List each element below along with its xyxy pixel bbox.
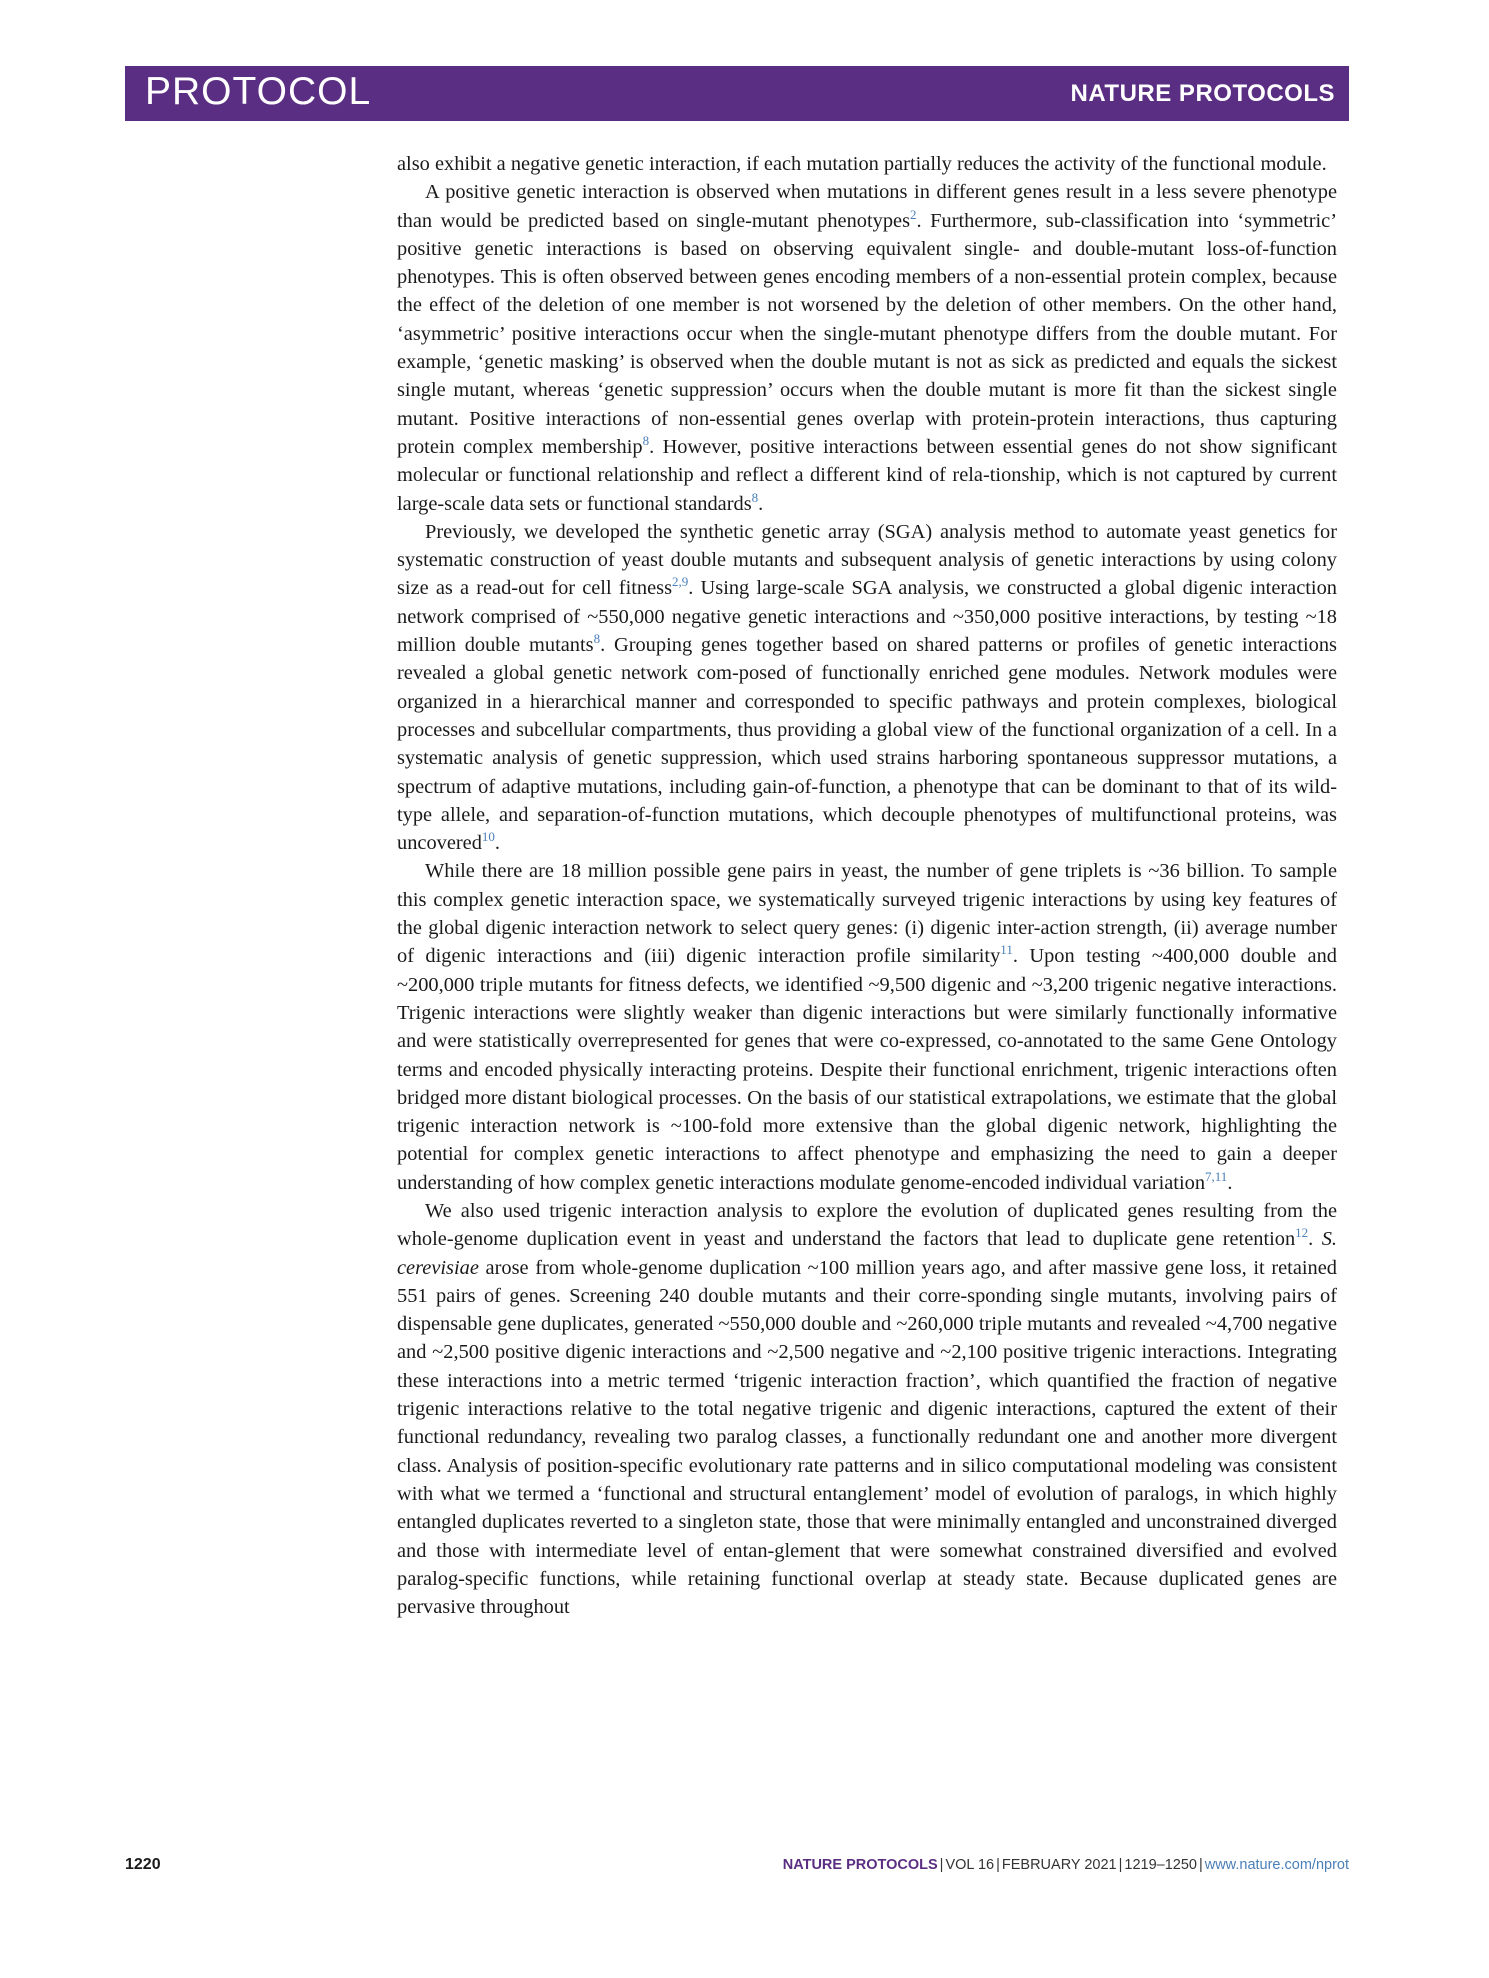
reference-link[interactable]: 8 [751,489,759,505]
text-segment: We also used trigenic interaction analysis to explore the evolution of duplicated genes resulting from the whole-genome duplication event in yeast and understand the factors that lead to duplicate gene retention [397,1199,1337,1251]
paragraph [397,518,1337,858]
text-segment: A positive genetic interaction is observed when mutations in different genes result in a less severe phenotype than would be predicted based on single-mutant phenotypes [397,181,1337,232]
footer-volume: VOL 16 [945,1857,995,1873]
text-segment: arose from whole-genome duplication ~100 million years ago, and after massive gene loss, it retained 551 pairs of genes. Screening 240 double mutants and their corre-sponding single mutants, involving pairs of dispensable gene duplicates, generated ~550,000 double and ~260,000 triple mutants and revealed ~4,700 negative and ~2,500 positive digenic interactions and ~2,500 negative and ~2,100 positive trigenic interactions. Integrating these interactions into a metric termed ‘trigenic interaction fraction’, which quantified the fraction of negative trigenic interactions relative to the total negative trigenic and digenic interactions, captured the extent of their functional redundancy, revealing two paralog classes, a functionally redundant one and another more divergent class. Analysis of position-specific evolutionary rate patterns and in silico computational modeling was consistent with what we termed a ‘functional and structural entanglement’ model of evolution of paralogs, in which highly entangled duplicates reverted to a singleton state, those that were minimally entangled and unconstrained diverged and those with intermediate level of entan-glement that were somewhat constrained diversified and evolved paralog-specific functions, while retaining functional overlap at steady state. Because duplicated genes are pervasive throughout [397,1256,1337,1619]
reference-link[interactable]: 10 [481,829,495,845]
text-segment: . [1308,1228,1322,1251]
text-segment: While there are 18 million possible gene pairs in yeast, the number of gene triplets is ~36 billion. To sample this complex genetic interaction space, we systematically surveyed trigenic interactions by using key features of the global digenic interaction network to select query genes: (i) digenic inter-action strength, (ii) average number of digenic interactions and (iii) digenic interaction profile similarity [397,860,1337,968]
paragraph [397,150,1337,178]
header-bar [125,66,1349,121]
text-segment: also exhibit a negative genetic interaction, if each mutation partially reduces the activity of the functional module. [397,153,1327,175]
text-segment: . However, positive interactions between essential genes do not show significant molecular or functional relationship and reflect a different kind of rela-tionship, which is not captured by current large-scale data sets or functional standards [397,435,1338,515]
text-segment: Previously, we developed the synthetic genetic array (SGA) analysis method to automate yeast genetics for systematic construction of yeast double mutants and subsequent analysis of genetic interactions by using colony size as a read-out for cell fitness [397,520,1337,600]
footer-url-link[interactable]: www.nature.com/nprot [1204,1857,1349,1873]
page-number: 1220 [125,1856,161,1873]
footer-pages: 1219–1250 [1124,1857,1197,1873]
article-body [397,150,1337,1621]
section-label: PROTOCOL [145,70,372,113]
italic-text: S. cerevisiae [397,1228,1337,1279]
reference-link[interactable]: 2 [910,206,917,222]
reference-link[interactable]: 8 [642,433,650,449]
reference-link[interactable]: 7,11 [1205,1168,1228,1184]
footer-date: FEBRUARY 2021 [1001,1857,1117,1873]
text-segment: . Grouping genes together based on shared patterns or profiles of genetic interactions revealed a global genetic network com-posed of functionally enriched gene modules. Network modules were organized in a hierarchical manner and corresponded to specific pathways and protein complexes, biological processes and subcellular compartments, thus providing a global view of the functional organization of a cell. In a systematic analysis of genetic suppression, which used strains harboring spontaneous suppressor mutations, a spectrum of adaptive mutations, including gain-of-function, a phenotype that can be dominant to that of its wild-type allele, and separation-of-function mutations, which decouple phenotypes of multifunctional proteins, was uncovered [397,634,1337,855]
reference-link[interactable]: 12 [1295,1225,1309,1241]
paragraph [397,1197,1337,1621]
journal-label: NATURE PROTOCOLS [1070,80,1335,107]
text-segment: . [494,832,501,855]
footer-journal-name: NATURE PROTOCOLS [782,1857,938,1873]
paragraph [397,857,1337,1197]
text-segment: . Furthermore, sub-classification into ‘symmetric’ positive genetic interactions is based on observing equivalent single- and double-mutant loss-of-function phenotypes. This is often observed between genes encoding members of a non-essential protein complex, because the effect of the deletion of one member is not worsened by the deletion of other members. On the other hand, ‘asymmetric’ positive interactions occur when the single-mutant phenotype differs from the double mutant. For example, ‘genetic masking’ is observed when the double mutant is not as sick as predicted and equals the sickest single mutant, whereas ‘genetic suppression’ occurs when the double mutant is more fit than the sickest single mutant. Positive interactions of non-essential genes overlap with protein-protein interactions, thus capturing protein complex membership [397,209,1337,458]
text-segment: . Upon testing ~400,000 double and ~200,000 triple mutants for fitness defects, we identified ~9,500 digenic and ~3,200 trigenic negative interactions. Trigenic interactions were slightly weaker than digenic interactions but were similarly functionally informative and were statistically overrepresented for genes that were co-expressed, co-annotated to the same Gene Ontology terms and encoded physically interacting proteins. Despite their functional enrichment, trigenic interactions often bridged more distant biological processes. On the basis of our statistical extrapolations, we estimate that the global trigenic interaction network is ~100-fold more extensive than the global digenic network, highlighting the potential for complex genetic interactions to affect phenotype and emphasizing the need to gain a deeper understanding of how complex genetic interactions modulate genome-encoded individual variation [397,945,1337,1194]
reference-link[interactable]: 2,9 [672,574,689,590]
text-segment: . Using large-scale SGA analysis, we constructed a global digenic interaction network comprised of ~550,000 negative genetic interactions and ~350,000 positive interactions, by testing ~18 million double mutants [397,577,1337,657]
reference-link[interactable]: 8 [593,631,601,647]
reference-link[interactable]: 11 [1000,942,1013,958]
footer-citation: NATURE PROTOCOLS | VOL 16 | FEBRUARY 2021 | 1219–1250 | www.nature.com/nprot [782,1857,1349,1873]
text-segment: . [758,492,764,515]
paragraph [397,178,1337,518]
text-segment: . [1227,1171,1233,1194]
